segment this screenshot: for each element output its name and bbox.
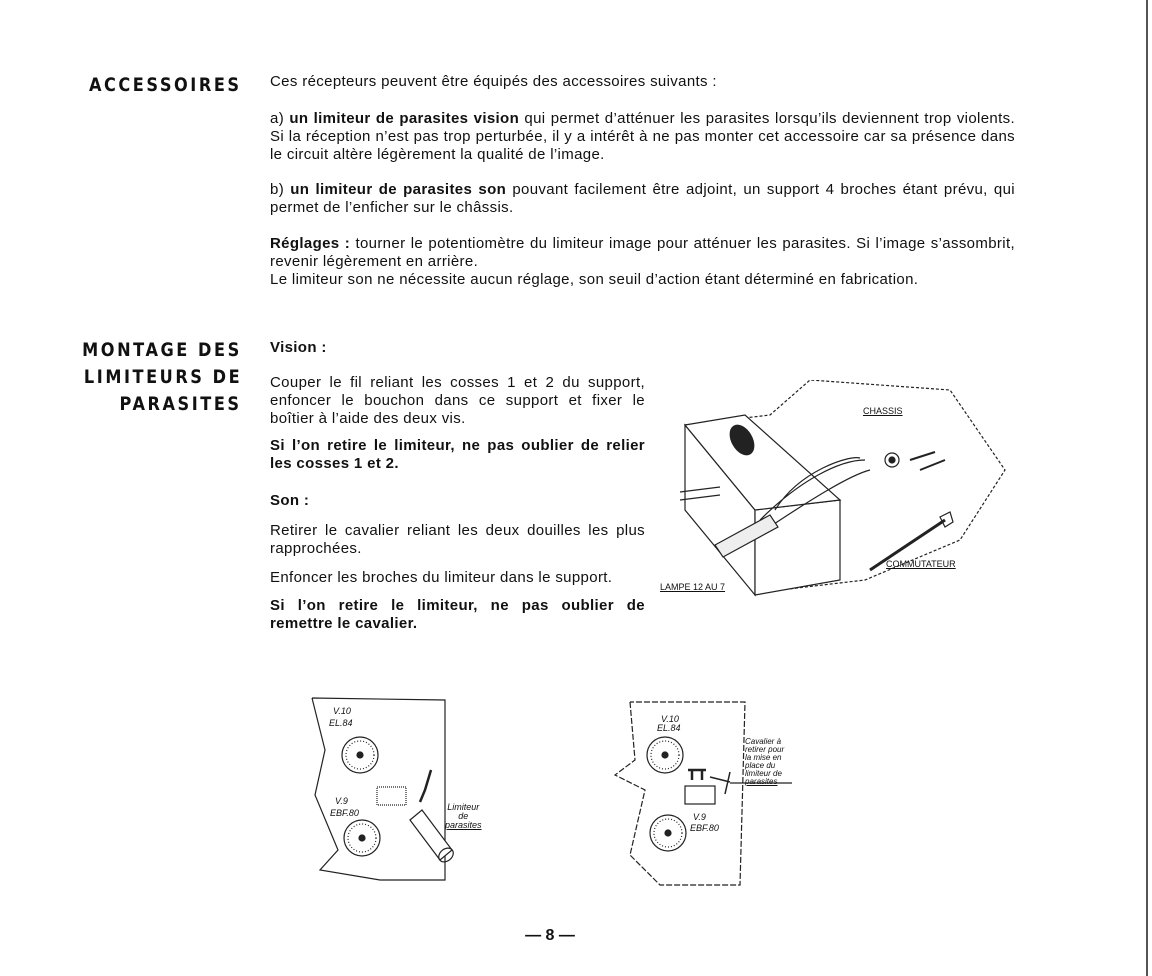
- label-chassis: CHASSIS: [863, 406, 903, 416]
- left-tube2-type: EBF.80: [330, 808, 359, 818]
- right-tube1-type: EL.84: [657, 723, 681, 733]
- vision-title: Vision :: [270, 339, 327, 356]
- right-tube1-label: V.10: [661, 714, 679, 724]
- chassis-illustration: [650, 380, 1020, 610]
- heading-montage-1: MONTAGE DES: [82, 339, 242, 361]
- heading-montage-3: PARASITES: [119, 393, 242, 415]
- label-lampe: LAMPE 12 AU 7: [660, 582, 726, 592]
- son-text-2: Enfoncer les broches du limiteur dans le support.: [270, 569, 613, 586]
- son-text-1: Retirer le cavalier reliant les deux douilles les plus rapprochées.: [270, 522, 645, 557]
- item-a: a) un limiteur de parasites vision qui permet d’atténuer les parasites lorsqu’ils deviennent trop violents. Si la réception n’est pas trop perturbée, il y a intérêt à ne pas monter cet accessoire car sa présence dans le circuit altère légèrement la qualité de l’image.: [270, 110, 1016, 163]
- right-tube2-type: EBF.80: [690, 823, 719, 833]
- son-title: Son :: [270, 492, 310, 509]
- label-commutateur: COMMUTATEUR: [886, 559, 956, 569]
- right-tube2-label: V.9: [693, 812, 706, 822]
- scan-edge: [1146, 0, 1148, 976]
- vision-warning: Si l’on retire le limiteur, ne pas oublier de relier les cosses 1 et 2.: [270, 437, 645, 472]
- item-b: b) un limiteur de parasites son pouvant facilement être adjoint, un support 4 broches étant prévu, qui permet de l’enficher sur le châssis.: [270, 181, 1015, 216]
- left-tube1-label: V.10: [333, 706, 351, 716]
- right-board-diagram: [600, 690, 810, 890]
- right-callout: Cavalier à retirer pour la mise en place du limiteur de parasites: [745, 737, 785, 786]
- reglages: Réglages : tourner le potentiomètre du limiteur image pour atténuer les parasites. Si l’image s’assombrit, revenir légèrement en arrière. Le limiteur son ne nécessite aucun réglage, son seuil d’action étant déterminé en fabrication.: [270, 235, 1015, 288]
- son-warning: Si l’on retire le limiteur, ne pas oublier de remettre le cavalier.: [270, 597, 645, 632]
- vision-text: Couper le fil reliant les cosses 1 et 2 du support, enfoncer le bouchon dans ce support et fixer le boîtier à l’aide des deux vis.: [270, 374, 645, 427]
- page-number: — 8 —: [525, 927, 575, 944]
- intro-text: Ces récepteurs peuvent être équipés des accessoires suivants :: [270, 73, 717, 90]
- left-tube1-type: EL.84: [329, 718, 353, 728]
- heading-montage-2: LIMITEURS DE: [83, 366, 242, 388]
- left-tube2-label: V.9: [335, 796, 348, 806]
- left-callout: Limiteur de parasites: [445, 802, 482, 830]
- heading-accessoires: ACCESSOIRES: [89, 74, 242, 96]
